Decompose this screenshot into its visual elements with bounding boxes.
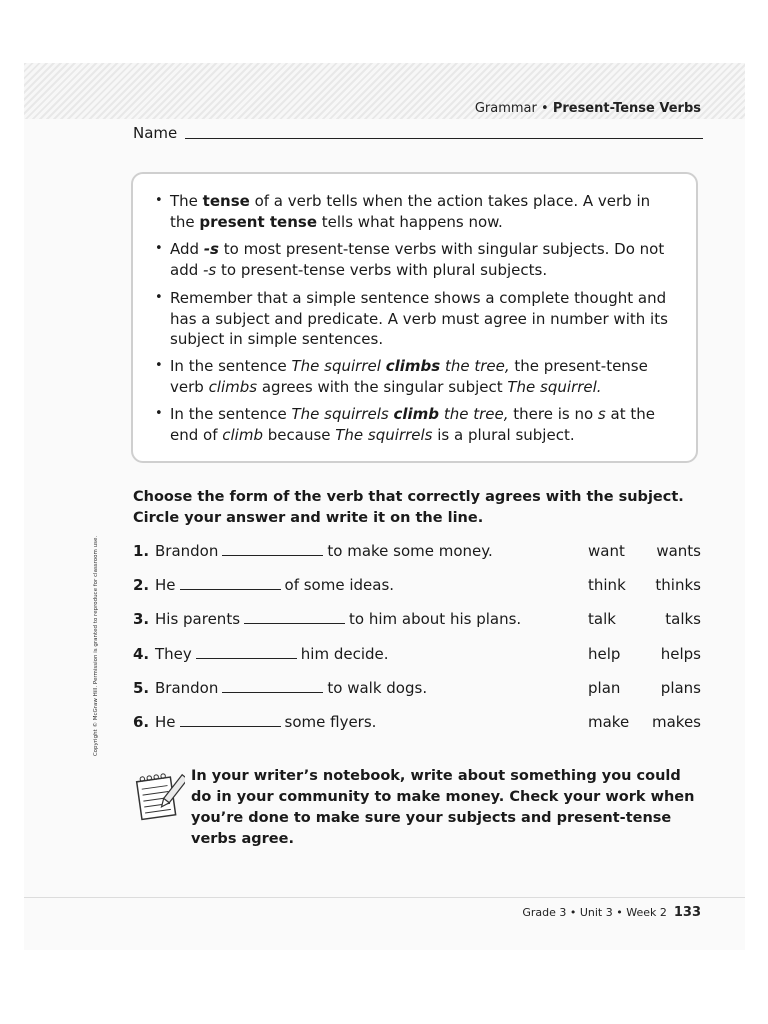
question-number: 4. <box>133 645 150 663</box>
notebook-pencil-icon <box>131 771 185 823</box>
footer-label: Grade 3 • Unit 3 • Week 2 <box>522 906 667 919</box>
name-field <box>133 124 703 144</box>
question-sentence <box>155 610 521 628</box>
question-row <box>133 610 703 630</box>
answer-blank[interactable] <box>222 543 323 556</box>
rule-text-segment: agrees with the singular subject <box>257 377 508 396</box>
question-number: 5. <box>133 679 150 697</box>
rule-text-segment: -s <box>203 260 217 279</box>
rule-text-segment: to most present-tense verbs with singular subjects. Do not add <box>170 240 665 279</box>
rule-text-segment: The squirrels <box>291 405 394 423</box>
question-predicate: of some ideas. <box>284 576 395 594</box>
answer-option[interactable]: talks <box>665 610 701 628</box>
rule-text-segment: climbs <box>208 377 258 396</box>
rule-text-segment: the tree, <box>439 405 509 423</box>
rule-text-segment: Add <box>170 240 204 258</box>
question-subject: Brandon <box>155 542 219 560</box>
question-predicate: to make some money. <box>327 542 493 560</box>
rule-text-segment: climbs <box>385 357 441 375</box>
answer-option[interactable]: plan <box>588 679 621 697</box>
question-sentence <box>155 645 389 663</box>
question-number: 3. <box>133 610 150 628</box>
answer-option[interactable]: helps <box>660 645 701 663</box>
rule-text-segment: The squirrel <box>291 357 386 375</box>
rule-text-segment: at the end of <box>170 405 655 444</box>
rule-text-segment: In the sentence <box>170 357 292 375</box>
rule-text-segment: to present-tense verbs with plural subjects. <box>216 260 548 279</box>
answer-option[interactable]: thinks <box>655 576 701 594</box>
question-predicate: to walk dogs. <box>327 679 428 697</box>
question-sentence <box>155 542 493 560</box>
question-sentence <box>155 713 376 731</box>
answer-option[interactable]: think <box>588 576 626 594</box>
question-sentence <box>155 679 427 697</box>
rule-text-segment: Remember that a simple sentence shows a complete thought and has a subject and predicate. A verb must agree in number with its subject in simple sentences. <box>170 289 668 348</box>
question-row <box>133 542 703 562</box>
page-number: 133 <box>673 905 701 920</box>
rule-text-segment: the tree, <box>440 357 510 375</box>
notebook-prompt: In your writer’s notebook, write about something you could do in your community to make money. Check your work when you’re done to make sure your subjects and present-tense verbs agree. <box>191 768 695 847</box>
question-subject: His parents <box>155 610 241 628</box>
question-number: 6. <box>133 713 150 731</box>
question-number: 2. <box>133 576 150 594</box>
question-row <box>133 713 703 733</box>
rule-text-segment: of a verb tells when the action takes place. A verb in the <box>170 192 651 231</box>
rule-text-segment: because <box>262 425 336 444</box>
answer-option[interactable]: plans <box>660 679 701 697</box>
answer-option[interactable]: make <box>588 713 630 731</box>
rule-text-segment: The squirrels <box>335 425 433 444</box>
question-row <box>133 645 703 665</box>
rule-text-segment: s <box>597 405 606 423</box>
answer-blank[interactable] <box>180 714 281 727</box>
header-separator: • <box>541 101 549 116</box>
rule-text-segment: climb <box>393 405 440 423</box>
answer-blank[interactable] <box>196 646 297 659</box>
rule-item <box>155 288 675 350</box>
question-sentence <box>155 576 394 594</box>
rule-text-segment: The squirrel. <box>507 377 602 396</box>
rule-text-segment: The <box>170 192 203 210</box>
question-subject: He <box>155 576 176 594</box>
footer-divider <box>24 897 745 898</box>
rule-text-segment: is a plural subject. <box>432 425 575 444</box>
rule-text-segment: tells what happens now. <box>317 212 503 231</box>
exercise-instructions: Choose the form of the verb that correctly agrees with the subject. Circle your answer and write it on the line. <box>133 489 684 526</box>
rule-item <box>155 356 675 397</box>
answer-option[interactable]: makes <box>652 713 701 731</box>
rule-text-segment: there is no <box>508 405 598 423</box>
rule-item <box>155 404 675 445</box>
question-predicate: to him about his plans. <box>349 610 522 628</box>
rule-item <box>155 239 675 280</box>
header-category: Grammar <box>474 101 537 116</box>
question-predicate: him decide. <box>300 645 389 663</box>
name-input-line[interactable] <box>185 138 703 139</box>
question-subject: He <box>155 713 176 731</box>
page-header <box>475 101 701 116</box>
page-footer <box>522 905 701 920</box>
answer-blank[interactable] <box>244 611 345 624</box>
answer-option[interactable]: wants <box>656 542 701 560</box>
rule-item <box>155 191 675 232</box>
rule-text-segment: In the sentence <box>170 405 292 423</box>
rules-box <box>131 172 698 463</box>
answer-option[interactable]: want <box>588 542 625 560</box>
rule-text-segment: -s <box>203 240 219 258</box>
rule-text-segment: the present-tense verb <box>170 357 648 396</box>
answer-option[interactable]: talk <box>588 610 616 628</box>
question-subject: Brandon <box>155 679 219 697</box>
answer-blank[interactable] <box>180 577 281 590</box>
rule-text-segment: tense <box>202 192 250 210</box>
question-subject: They <box>155 645 192 663</box>
copyright-notice: Copyright © McGraw Hill. Permission is granted to reproduce for classroom use. <box>93 535 99 757</box>
question-predicate: some flyers. <box>284 713 377 731</box>
question-row <box>133 679 703 699</box>
question-number: 1. <box>133 542 150 560</box>
question-row <box>133 576 703 596</box>
header-topic: Present-Tense Verbs <box>552 101 701 116</box>
rule-text-segment: climb <box>222 425 263 444</box>
name-label: Name <box>133 124 178 142</box>
answer-option[interactable]: help <box>588 645 621 663</box>
answer-blank[interactable] <box>222 680 323 693</box>
rule-text-segment: present tense <box>199 212 317 231</box>
